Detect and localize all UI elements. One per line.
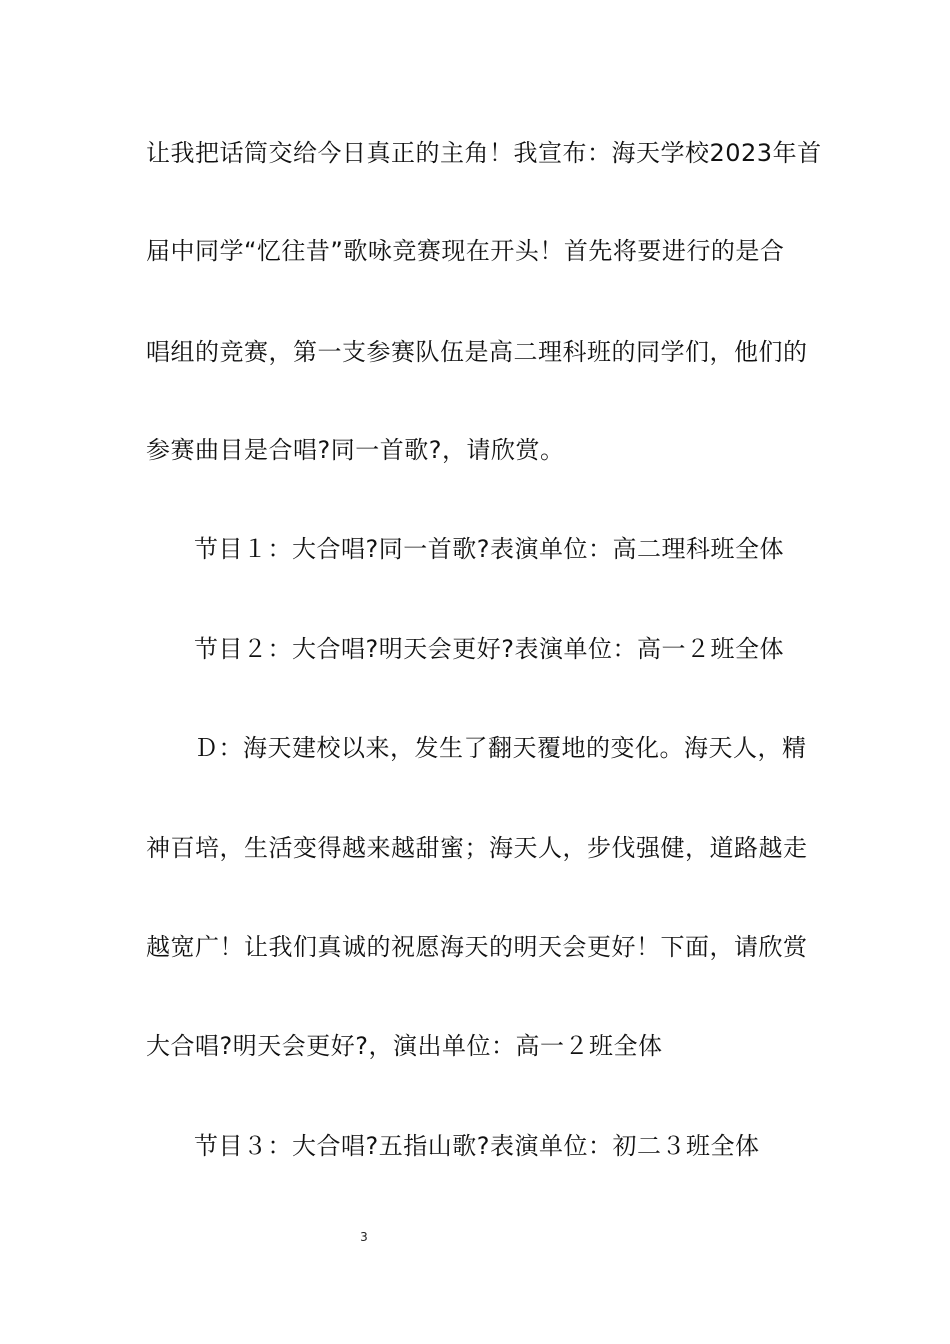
text-line: 让我把话筒交给今日真正的主角！我宣布：海天学校2023年首 bbox=[146, 139, 822, 167]
page-number: 3 bbox=[360, 1230, 368, 1244]
text-line: 神百培，生活变得越来越甜蜜；海天人，步伐强健，道路越走 bbox=[146, 834, 808, 862]
text-line: 越宽广！让我们真诚的祝愿海天的明天会更好！下面，请欣赏 bbox=[146, 933, 808, 961]
text-line: Ｄ：海天建校以来，发生了翻天覆地的变化。海天人，精 bbox=[194, 734, 807, 762]
text-line: 参赛曲目是合唱?同一首歌?，请欣赏。 bbox=[146, 436, 565, 464]
text-line: 大合唱?明天会更好?，演出单位：高一２班全体 bbox=[146, 1032, 663, 1060]
program-item-line: 节目２：大合唱?明天会更好?表演单位：高一２班全体 bbox=[194, 635, 784, 663]
text-line: 届中同学“忆往昔”歌咏竞赛现在开头！首先将要进行的是合 bbox=[146, 237, 785, 265]
program-item-line: 节目３：大合唱?五指山歌?表演单位：初二３班全体 bbox=[194, 1132, 760, 1160]
program-item-line: 节目１：大合唱?同一首歌?表演单位：高二理科班全体 bbox=[194, 535, 784, 563]
text-line: 唱组的竞赛，第一支参赛队伍是高二理科班的同学们，他们的 bbox=[146, 338, 808, 366]
